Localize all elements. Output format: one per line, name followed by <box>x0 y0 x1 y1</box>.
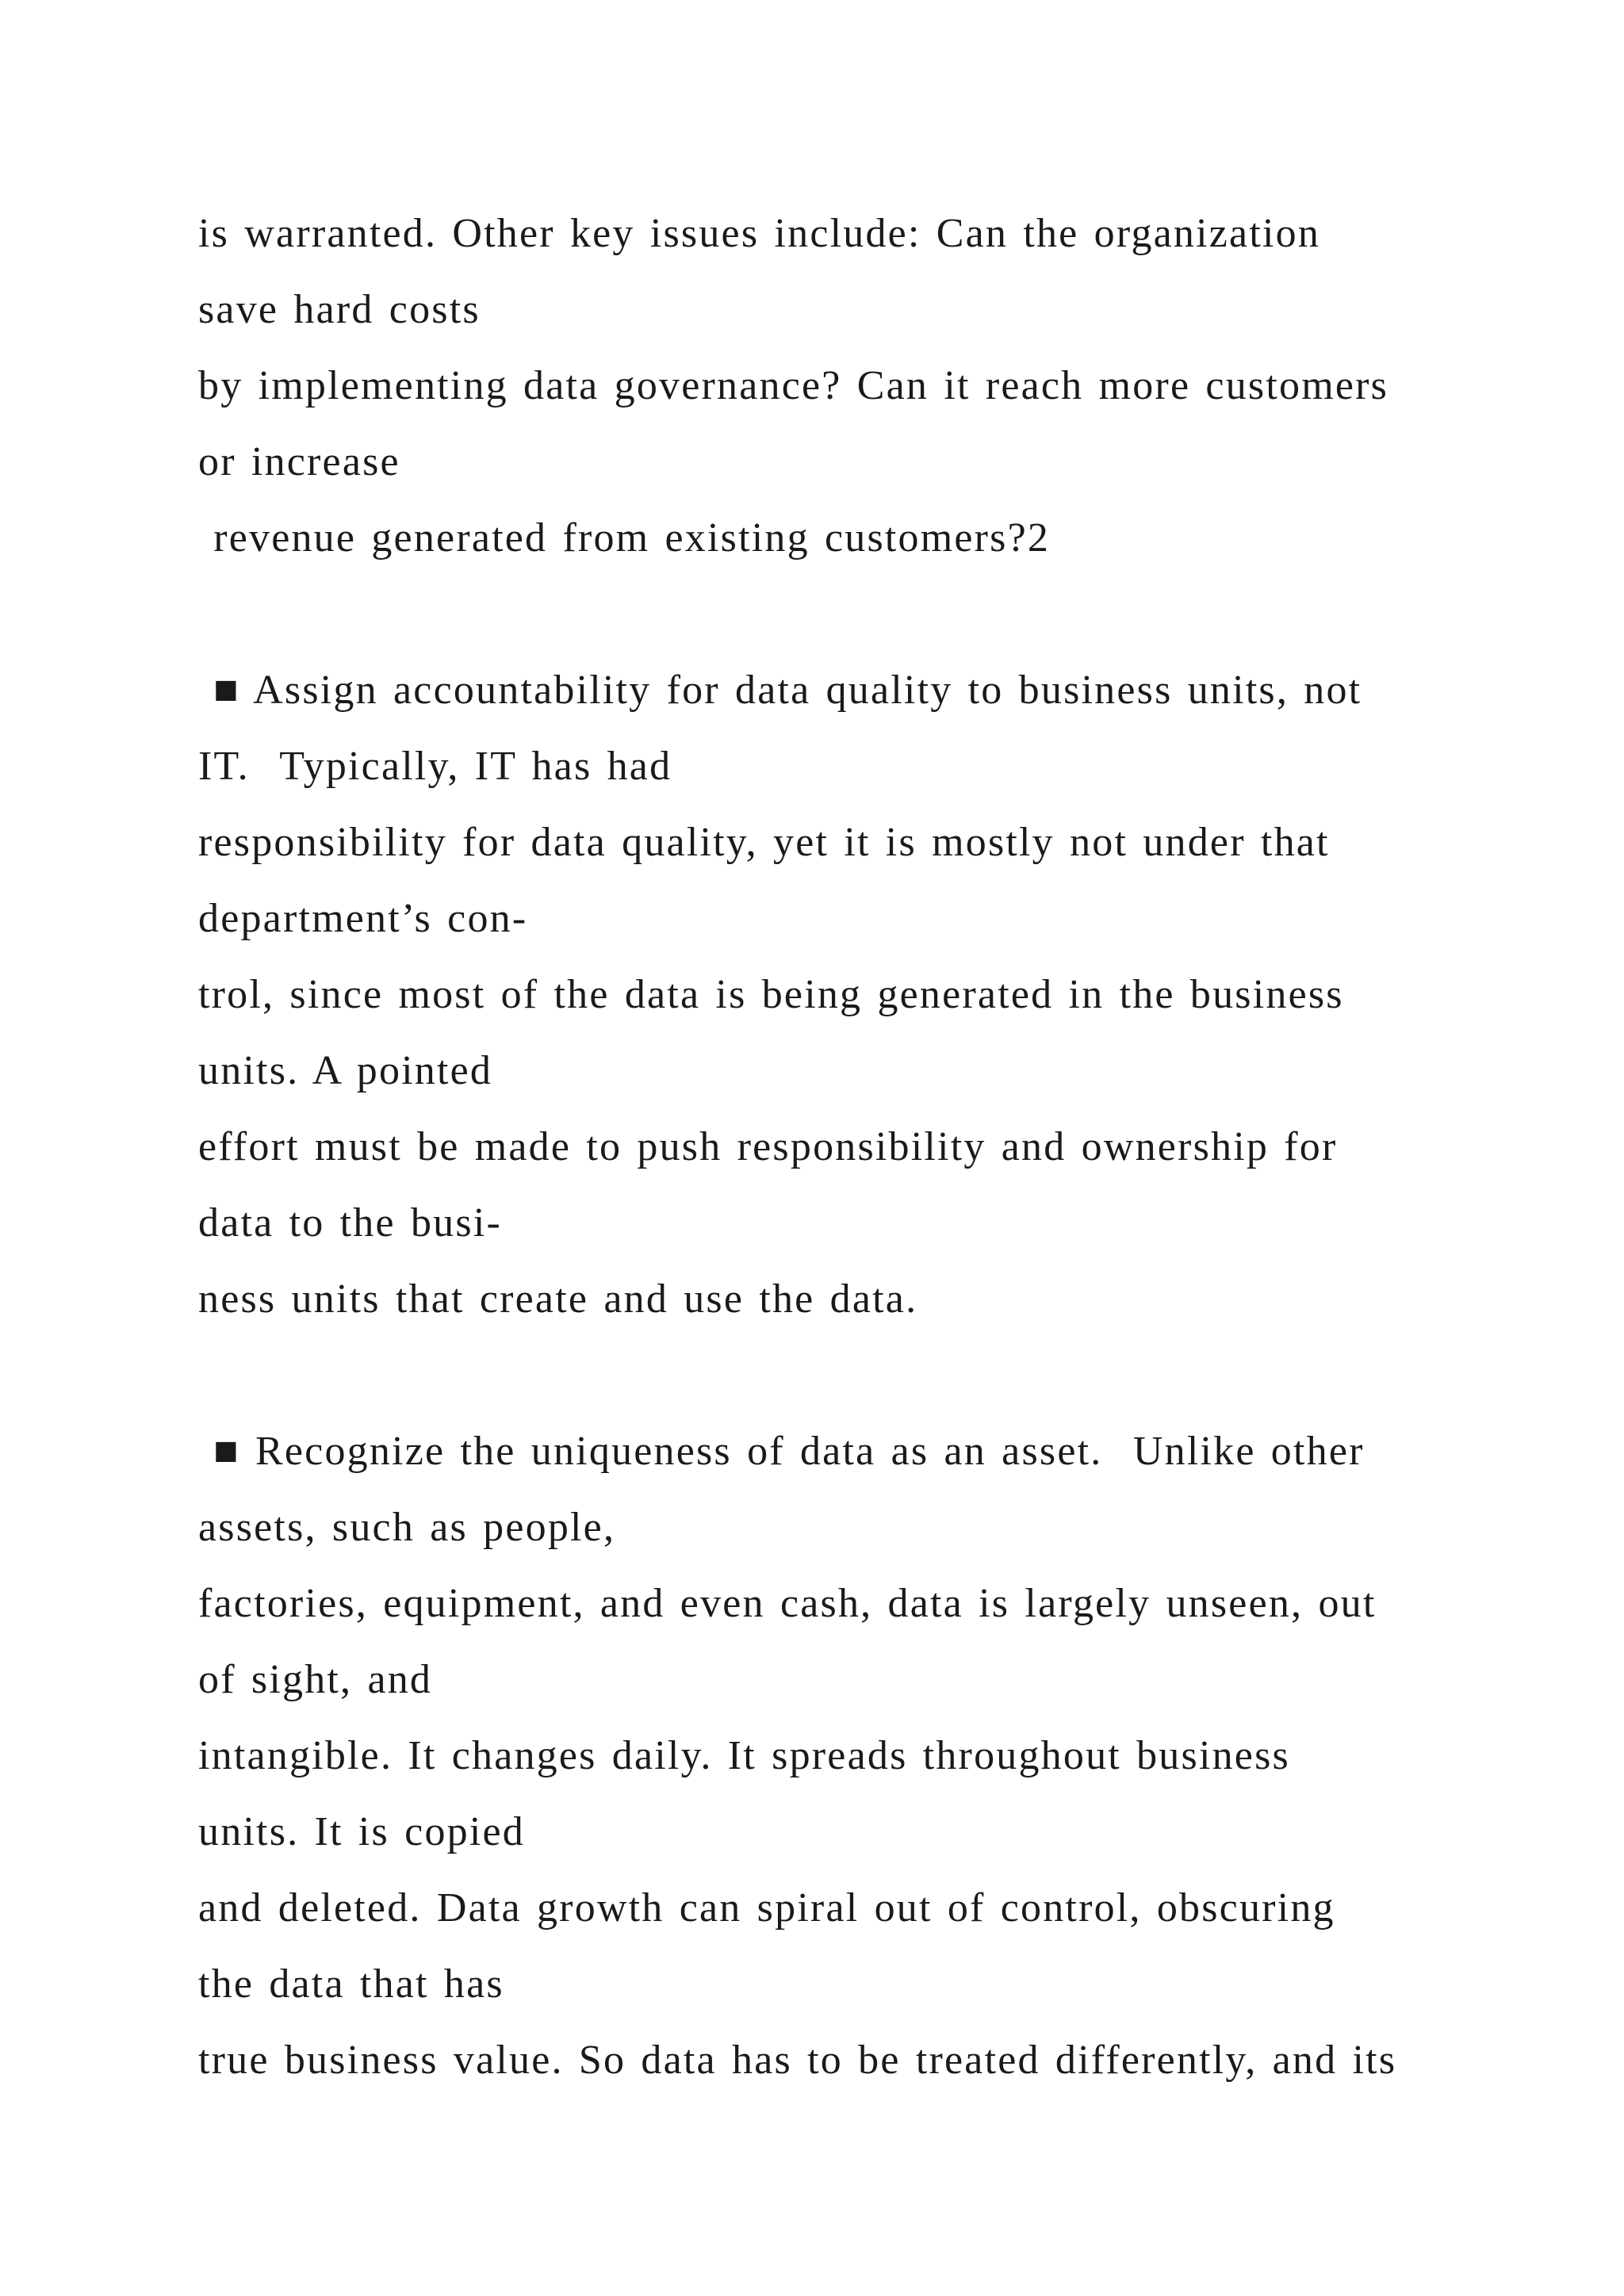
text-line: save hard costs <box>198 287 481 332</box>
text-line: of sight, and <box>198 1657 433 1702</box>
paragraph-1 <box>198 196 1546 576</box>
text-line: true business value. So data has to be treated differently, and its <box>198 2038 1397 2083</box>
text-line: or increase <box>198 439 400 484</box>
text-line: ness units that create and use the data. <box>198 1276 918 1322</box>
text-line: intangible. It changes daily. It spreads throughout business <box>198 1733 1290 1778</box>
text-line: revenue generated from existing customers?2 <box>198 515 1051 561</box>
text-line: units. It is copied <box>198 1809 525 1854</box>
paragraph-spacer <box>198 576 1546 652</box>
text-line: department’s con- <box>198 896 528 941</box>
text-line: responsibility for data quality, yet it is mostly not under that <box>198 820 1330 865</box>
text-line: ■ Assign accountability for data quality to business units, not <box>198 668 1362 713</box>
text-line: the data that has <box>198 1961 504 2007</box>
body-text <box>198 196 1546 2099</box>
text-line: units. A pointed <box>198 1048 493 1093</box>
text-line: assets, such as people, <box>198 1505 616 1550</box>
text-line: trol, since most of the data is being generated in the business <box>198 972 1344 1017</box>
text-line: effort must be made to push responsibility and ownership for <box>198 1124 1338 1169</box>
text-line: factories, equipment, and even cash, data is largely unseen, out <box>198 1581 1377 1626</box>
text-line: data to the busi- <box>198 1200 502 1246</box>
paragraph-spacer <box>198 1337 1546 1414</box>
text-line: IT. Typically, IT has had <box>198 744 672 789</box>
paragraph-3 <box>198 1414 1546 2099</box>
paragraph-2 <box>198 652 1546 1337</box>
text-line: by implementing data governance? Can it reach more customers <box>198 363 1389 408</box>
text-line: ■ Recognize the uniqueness of data as an asset. Unlike other <box>198 1429 1365 1474</box>
text-line: and deleted. Data growth can spiral out of control, obscuring <box>198 1885 1335 1931</box>
text-line: is warranted. Other key issues include: Can the organization <box>198 211 1321 256</box>
